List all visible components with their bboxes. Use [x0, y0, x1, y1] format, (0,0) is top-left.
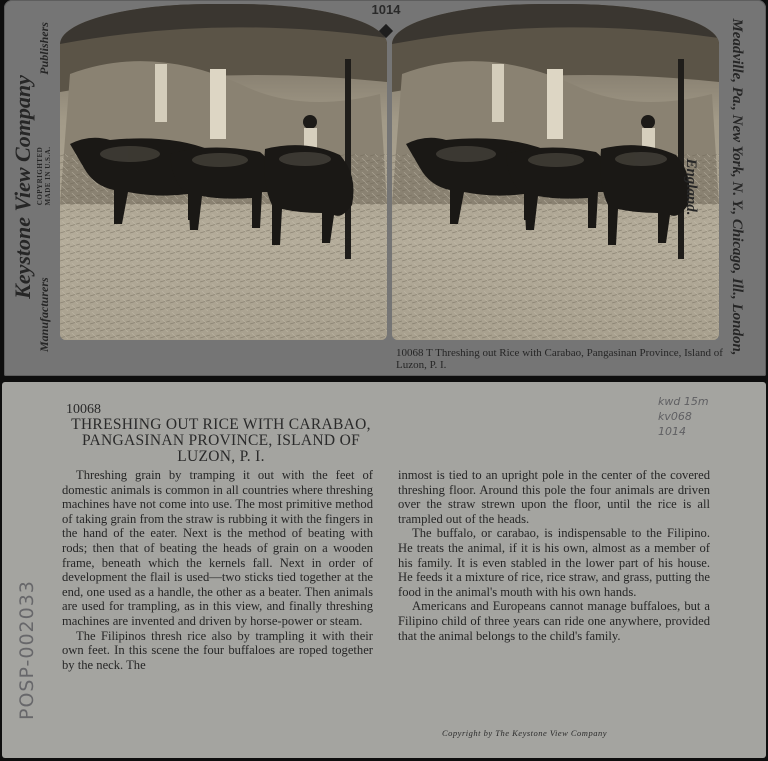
copyright-line: Copyright by The Keystone View Company [442, 728, 607, 738]
handwritten-catalog-number: POSP-002033 [16, 580, 38, 720]
description-paragraph: The Filipinos thresh rice also by trampling it with their own feet. In this scene the four buffaloes are roped together by the neck. The [62, 628, 373, 672]
description-column-1 [62, 468, 373, 672]
stereo-photo-left [60, 4, 387, 340]
copyright-stamp: COPYRIGHTED [36, 146, 44, 206]
front-caption: 10068 T Threshing out Rice with Carabao, Pangasinan Province, Island of Luzon, P. I. [396, 347, 723, 371]
publisher-role-right: Publishers [36, 22, 51, 75]
view-number: 10068 [66, 402, 101, 417]
publisher-role-left: Manufacturers [36, 277, 51, 352]
description-paragraph: inmost is tied to an upright pole in the center of the covered threshing floor. Around this pole the four animals are driven over the straw strewn upon the floor, until the rice is all trampled out of the heads. [398, 468, 710, 526]
publisher-imprint [10, 18, 56, 356]
publisher-name: Keystone View Company [10, 75, 35, 299]
cities-edge [683, 18, 760, 356]
publisher-cities: Meadville, Pa., New York, N. Y., Chicago, Ill., London, England. [683, 18, 745, 356]
card-number: 1014 [371, 2, 401, 17]
publisher-edge [10, 18, 56, 356]
stereoview-front [4, 0, 766, 376]
stereoview-back [2, 382, 766, 758]
description-column-2 [398, 468, 710, 643]
description-paragraph: The buffalo, or carabao, is indispensable to the Filipino. He treats the animal, if it is his own, almost as a member of his family. It is even stabled in the lower part of his house. He feeds it a mixture of rice, rice straw, and grass, putting the food in the animal's mouth with his own hands. [398, 526, 710, 599]
description-paragraph: Threshing grain by tramping it out with the feet of domestic animals is common in all countries where threshing machines have not come into use. The most primitive method of taking grain from the straw is rubbing it with the fingers in the hand of the eater. Next is the method of beating with rods; then that of beating the heads of grain on a wooden frame, beneath which the kernels fall. Next in order of development the flail is used—two sticks tied together at the end, one used as a handle, the other as a beater. Then animals are used for trampling, as in this view, and finally threshing machines are invented and driven by horse-power or steam. [62, 468, 373, 628]
handwritten-notes: kwd 15m kv068 1014 [658, 395, 709, 438]
made-in-label: MADE IN U.S.A. [44, 146, 52, 206]
view-title: THRESHING OUT RICE WITH CARABAO, PANGASINAN PROVINCE, ISLAND OF LUZON, P. I. [71, 416, 371, 465]
threshing-scene-image [60, 4, 387, 340]
description-paragraph: Americans and Europeans cannot manage buffaloes, but a Filipino child of three years can ride one anywhere, provided that the animal belongs to the child's family. [398, 599, 710, 643]
